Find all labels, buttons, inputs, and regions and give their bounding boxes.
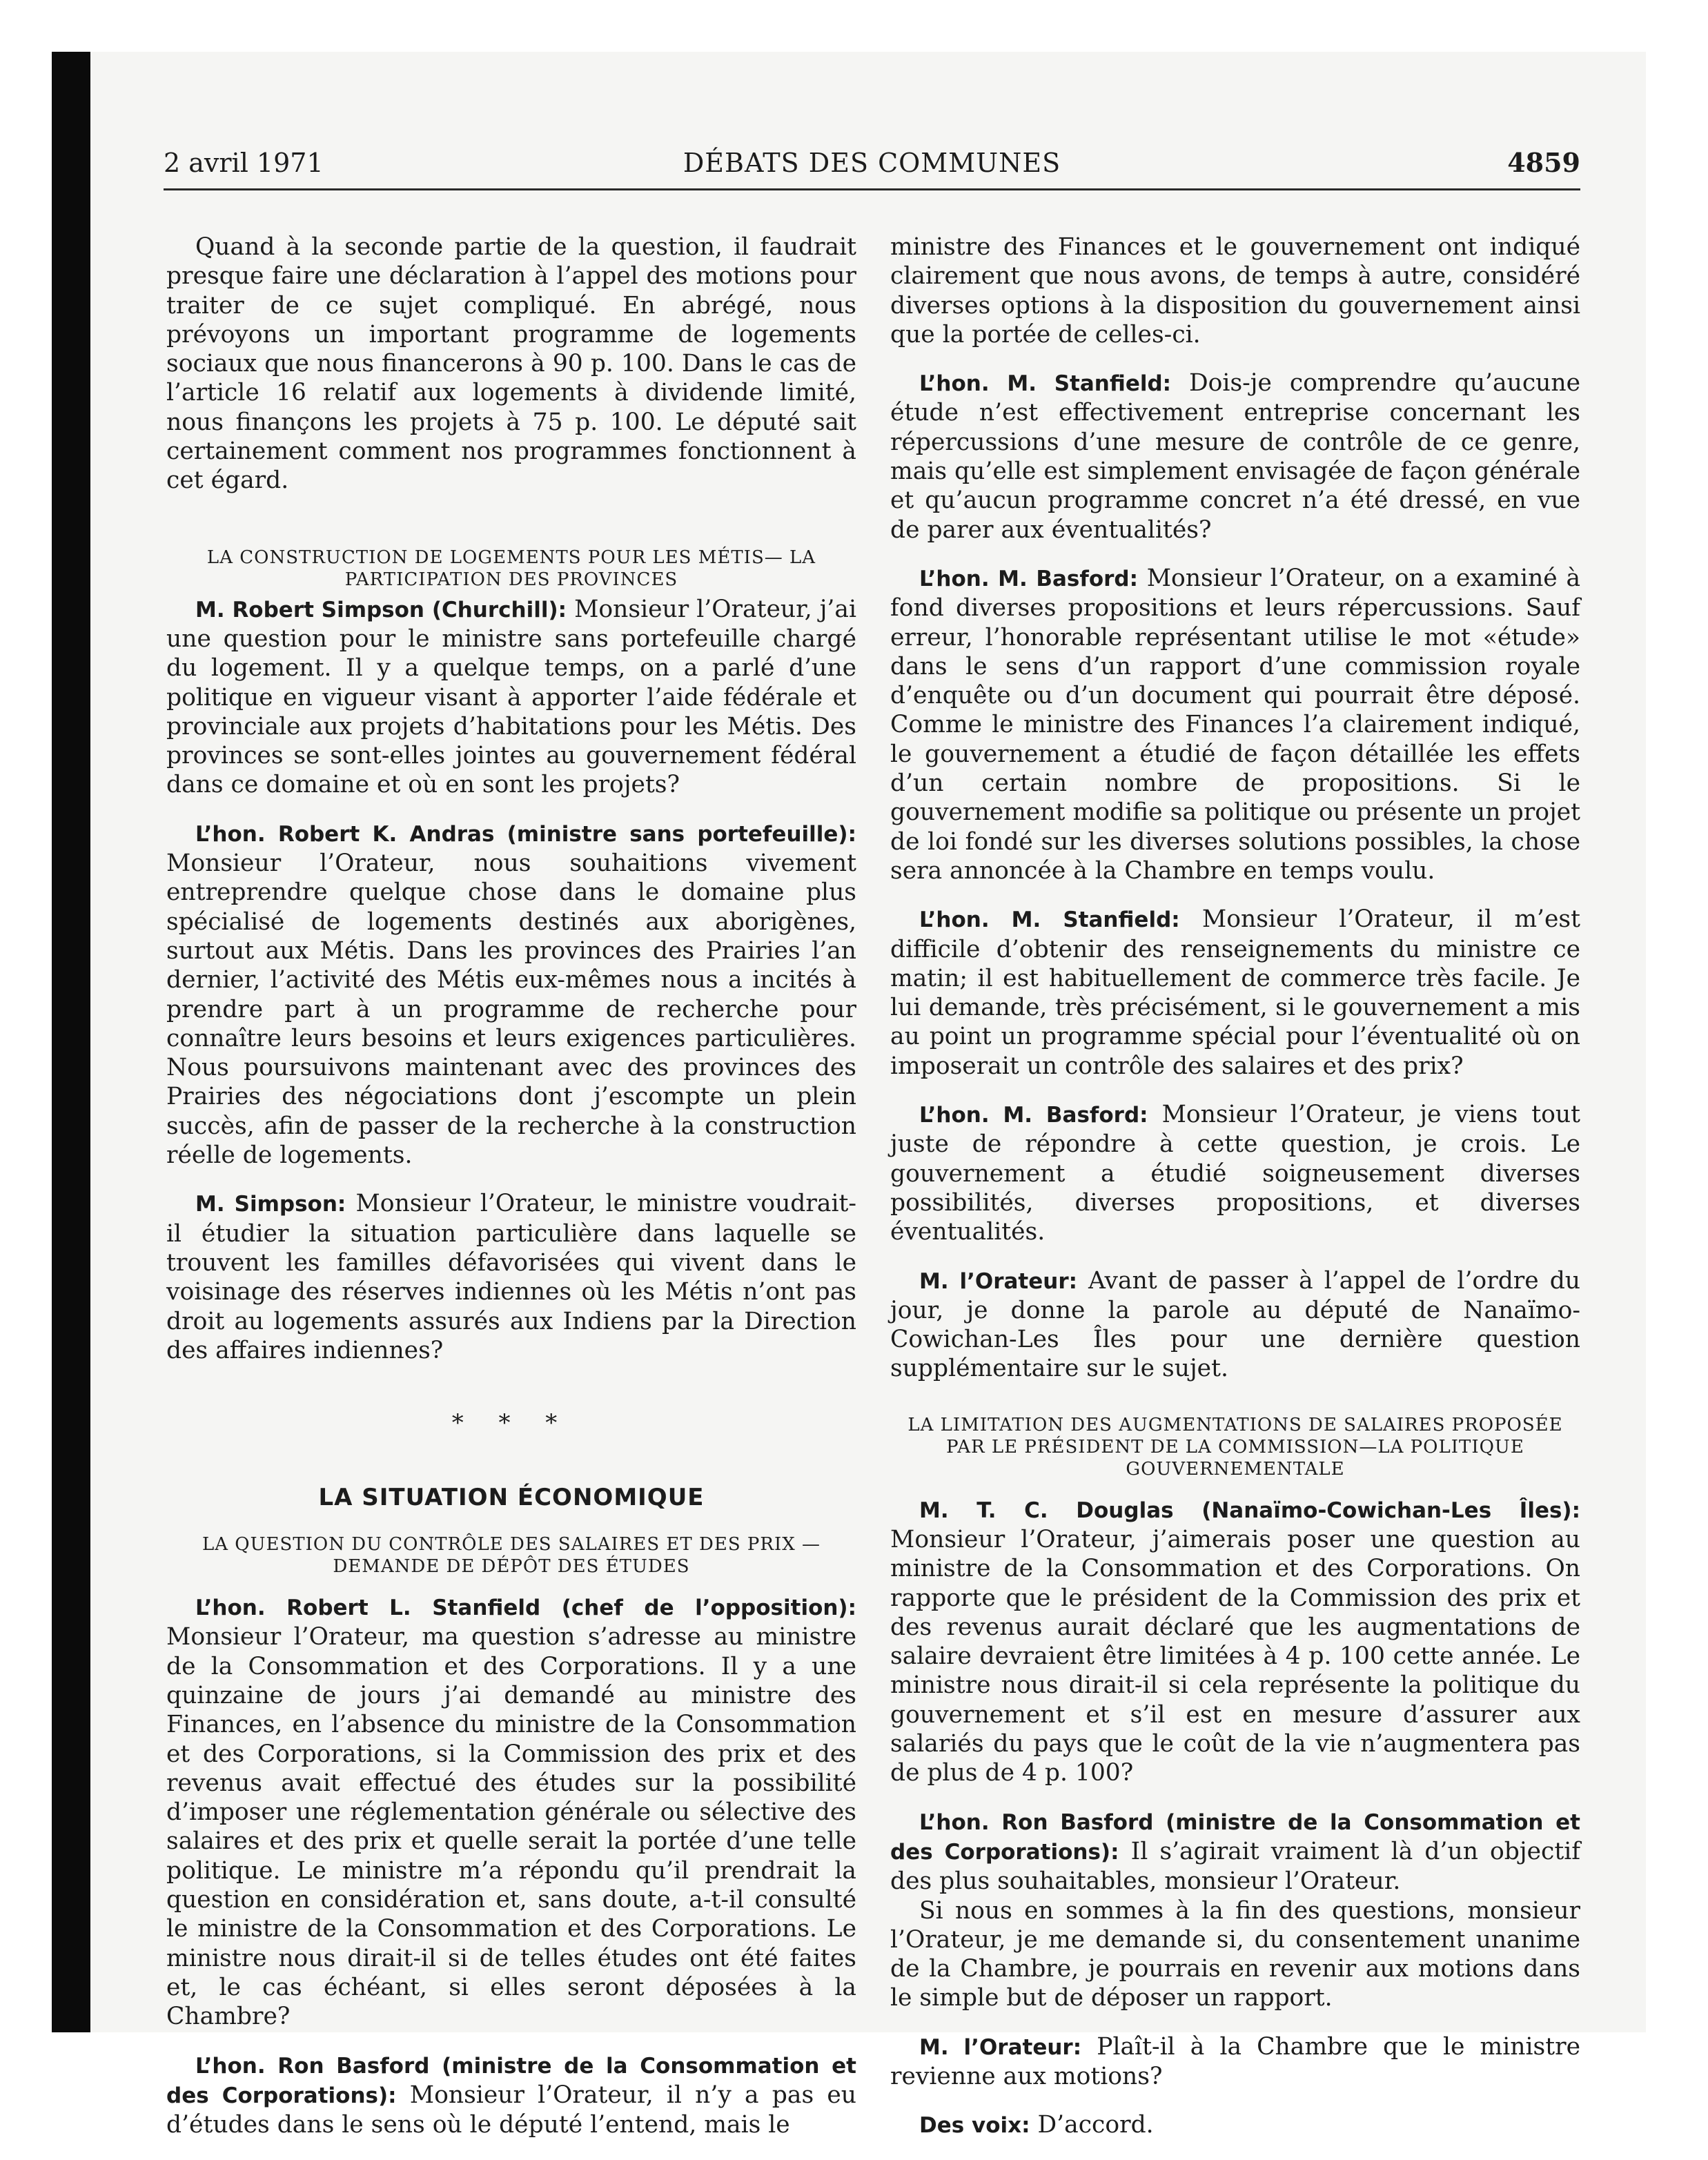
speech-text: Monsieur l’Orateur, je viens tout juste de répondre à cette question, je crois. Le gouvernement a étudié soigneusement diverses possibilités, diverses propositions, et diverses éventualités. xyxy=(890,1101,1580,1246)
paragraph xyxy=(166,1189,856,1365)
speaker-name: L’hon. Ron Basford (ministre de la Consommation et des Corporations): xyxy=(890,1809,1580,1865)
speaker-name: L’hon. Ron Basford (ministre de la Consommation et des Corporations): xyxy=(166,2053,856,2108)
paragraph xyxy=(890,564,1580,885)
left-column xyxy=(166,233,856,2159)
paragraph xyxy=(890,1807,1580,1896)
paragraph xyxy=(890,2110,1580,2140)
speaker-name: L’hon. M. Basford: xyxy=(919,566,1138,591)
speech-text: Plaît-il à la Chambre que le ministre revienne aux motions? xyxy=(890,2032,1580,2091)
scan-black-edge xyxy=(52,52,90,2032)
paragraph xyxy=(890,2032,1580,2092)
right-column xyxy=(890,233,1580,2160)
paragraph: ministre des Finances et le gouvernement ont indiqué clairement que nous avons, de temps à autre, considéré diverses options à la disposition du gouvernement ainsi que la portée de celles-ci. xyxy=(890,233,1580,348)
speaker-name: L’hon. Robert L. Stanfield (chef de l’opposition): xyxy=(195,1596,856,1621)
scan-margin xyxy=(0,0,52,2123)
section-heading: LA SITUATION ÉCONOMIQUE xyxy=(318,1484,705,1512)
header-date: 2 avril 1971 xyxy=(164,148,324,178)
paragraph: Quand à la seconde partie de la question, il faudrait presque faire une déclaration à l’appel des motions pour traiter de ce sujet compliqué. En abrégé, nous prévoyons un important programme de logements sociaux que nous financerons à 90 p. 100. Dans le cas de l’article 16 relatif aux logements à dividende limité, nous finançons les projets à 75 p. 100. Le député sait certainement comment nos programmes fonctionnent à cet égard. xyxy=(166,233,856,495)
speech-text: Monsieur l’Orateur, on a examiné à fond diverses propositions et leurs répercussions. Sauf erreur, l’honorable représentant utilise le mot «étude» dans le sens d’un rapport d’une commission royale d’enquête ou d’un document qui pourrait être déposé. Comme le ministre des Finances l’a clairement indiqué, le gouvernement a étudié de façon détaillée les effets d’un certain nombre de propositions. Si le gouvernement modifie sa politique ou présente un projet de loi fondé sur les diverses solutions possibles, la chose sera annoncée à la Chambre en temps voulu. xyxy=(890,564,1581,885)
speech-text: Monsieur l’Orateur, nous souhaitions vivement entreprendre quelque chose dans le domaine plus spécialisé de logements destinés aux aborigènes, surtout aux Métis. Dans les provinces des Prairies l’an dernier, l’activité des Métis eux-mêmes nous a incités à prendre part à un programme de recherche pour connaître leurs besoins et leurs exigences particulières. Nous poursuivons maintenant avec des provinces des Prairies des négociations dont j’escompte un plein succès, afin de passer de la recherche à la construction réelle de logements. xyxy=(166,850,856,1170)
speaker-name: Des voix: xyxy=(919,2113,1030,2139)
header-page-number: 4859 xyxy=(1507,147,1580,178)
speaker-name: L’hon. M. Basford: xyxy=(919,1103,1148,1128)
section-subheading: LA CONSTRUCTION DE LOGEMENTS POUR LES MÉTIS— LA PARTICIPATION DES PROVINCES xyxy=(206,547,816,590)
paragraph xyxy=(166,819,856,1170)
paragraph: Si nous en sommes à la fin des questions, monsieur l’Orateur, je me demande si, du consentement unanime de la Chambre, je pourrais en revenir aux motions dans le simple but de déposer un rapport. xyxy=(890,1896,1580,2012)
section-subheading: LA QUESTION DU CONTRÔLE DES SALAIRES ET DES PRIX —DEMANDE DE DÉPÔT DES ÉTUDES xyxy=(202,1534,821,1578)
document-page xyxy=(90,52,1646,2139)
speaker-name: M. T. C. Douglas (Nanaïmo-Cowichan-Les Îles): xyxy=(919,1498,1580,1523)
paragraph xyxy=(166,1593,856,2031)
speaker-name: L’hon. Robert K. Andras (ministre sans portefeuille): xyxy=(195,821,856,847)
paragraph xyxy=(890,1266,1580,1384)
paragraph xyxy=(890,905,1580,1081)
speaker-name: M. l’Orateur: xyxy=(919,1268,1078,1294)
paragraph xyxy=(166,2051,856,2140)
section-subheading: LA LIMITATION DES AUGMENTATIONS DE SALAIRES PROPOSÉE PAR LE PRÉSIDENT DE LA COMMISSION—LA POLITIQUE GOUVERNEMENTALE xyxy=(907,1414,1563,1480)
speech-text: Monsieur l’Orateur, j’ai une question pour le ministre sans portefeuille chargé du logement. Il y a quelque temps, on a parlé d’une politique en vigueur visant à apporter l’aide fédérale et provinciale aux projets d’habitations pour les Métis. Des provinces se sont-elles jointes au gouvernement fédéral dans ce domaine et où en sont les projets? xyxy=(166,595,856,799)
speech-text: Monsieur l’Orateur, le ministre voudrait-il étudier la situation particulière dans laquelle se trouvent les familles défavorisées qui vivent dans le voisinage des réserves indiennes où les Métis n’ont pas droit au logements assurés aux Indiens par la Direction des affaires indiennes? xyxy=(166,1190,857,1364)
speaker-name: L’hon. M. Stanfield: xyxy=(919,907,1180,933)
speech-text: Dois-je comprendre qu’aucune étude n’est effectivement entreprise concernant les répercussions d’une mesure de contrôle de ce genre, mais qu’elle est simplement envisagée de façon générale et qu’aucun programme concret n’a été dressé, en vue de parer aux éventualités? xyxy=(890,369,1580,544)
paragraph xyxy=(890,369,1580,544)
speech-text: Monsieur l’Orateur, il m’est difficile d’obtenir des renseignements du ministre ce matin; il est habituellement de commerce très facile. Je lui demande, très précisément, si le gouvernement a mis au point un programme spécial pour l’éventualité où on imposerait un contrôle des salaires et des prix? xyxy=(890,905,1580,1080)
paragraph xyxy=(166,595,856,800)
speaker-name: M. Simpson: xyxy=(195,1192,346,1217)
speech-text: Monsieur l’Orateur, il n’y a pas eu d’études dans le sens où le député l’entend, mais le xyxy=(166,2081,856,2139)
speech-text: Monsieur l’Orateur, j’aimerais poser une question au ministre de la Consommation et des Corporations. On rapporte que le président de la Commission des prix et des revenus aurait déclaré que les augmentations de salaire devraient être limitées à 4 p. 100 cette année. Le ministre nous dirait-il si cela représente la politique du gouvernement et s’il est en mesure d’assurer aux salariés du pays que le coût de la vie n’augmentera pas de plus de 4 p. 100? xyxy=(890,1525,1580,1787)
speech-text: Monsieur l’Orateur, ma question s’adresse au ministre de la Consommation et des Corporations. Il y a une quinzaine de jours j’ai demandé au ministre des Finances, en l’absence du ministre de la Consommation et des Corporations, si la Commission des prix et des revenus avait effectué des études sur la possibilité d’imposer une réglementation générale ou sélective des salaires et des prix et quelle serait la portée d’une telle politique. Le ministre m’a répondu qu’il prendrait la question en considération et, sans doute, a-t-il consulté le ministre de la Consommation et des Corporations. Le ministre nous dirait-il si de telles études ont été faites et, le cas échéant, si elles seront déposées à la Chambre? xyxy=(166,1623,856,2031)
speech-text: Avant de passer à l’appel de l’ordre du jour, je donne la parole au député de Nanaïmo-Cowichan-Les Îles pour une dernière question supplémentaire sur le sujet. xyxy=(890,1266,1580,1383)
speaker-name: M. l’Orateur: xyxy=(919,2034,1082,2060)
speech-text: D’accord. xyxy=(1037,2111,1154,2139)
speaker-name: L’hon. M. Stanfield: xyxy=(919,371,1172,397)
paragraph xyxy=(890,1495,1580,1788)
header-title: DÉBATS DES COMMUNES xyxy=(683,148,1061,178)
running-header xyxy=(164,140,1580,190)
section-separator: * * * xyxy=(451,1409,571,1437)
speech-text: Il s’agirait vraiment là d’un objectif des plus souhaitables, monsieur l’Orateur. xyxy=(890,1837,1580,1896)
speaker-name: M. Robert Simpson (Churchill): xyxy=(195,597,567,622)
paragraph xyxy=(890,1100,1580,1246)
